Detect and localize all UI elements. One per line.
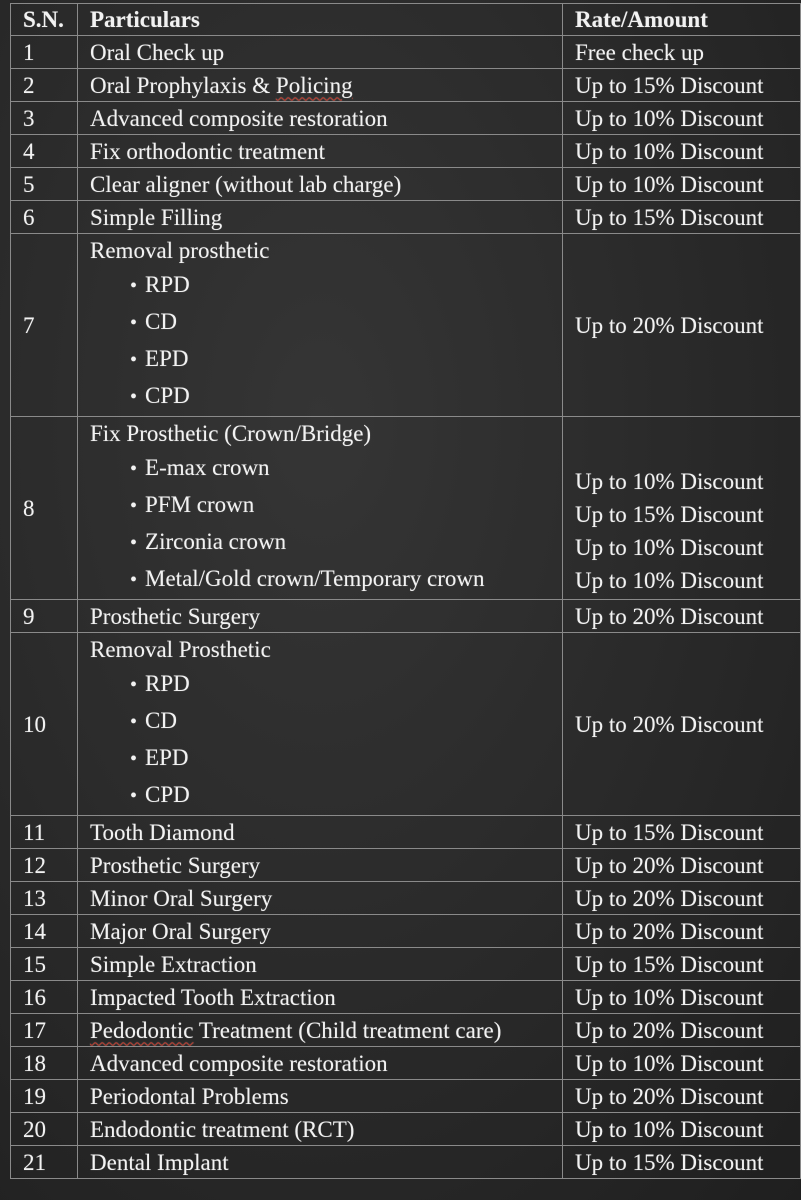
row-rate: Up to 20% Discount (563, 1014, 801, 1047)
table-row (11, 1014, 801, 1047)
row-particular: Simple Filling (78, 201, 563, 234)
list-item: • PFM crown (130, 487, 562, 524)
header-rate: Rate/Amount (563, 4, 801, 36)
row-sn: 15 (11, 948, 78, 981)
table-row (11, 849, 801, 882)
row-sn: 6 (11, 201, 78, 234)
row-particular: Endodontic treatment (RCT) (78, 1113, 563, 1146)
row-particular: Simple Extraction (78, 948, 563, 981)
row-sn: 9 (11, 600, 78, 633)
table-row (11, 135, 801, 168)
table-row (11, 36, 801, 69)
row-sn: 7 (11, 234, 78, 417)
row-sn: 8 (11, 417, 78, 600)
sub-item-list (90, 450, 562, 598)
row-particular: Prosthetic Surgery (78, 600, 563, 633)
row-particular: Major Oral Surgery (78, 915, 563, 948)
table-row (11, 102, 801, 135)
list-item: • EPD (130, 341, 562, 378)
row-particular-misspelled: Policing (275, 72, 353, 98)
rate-line: Up to 10% Discount (575, 568, 764, 593)
row-sn: 11 (11, 816, 78, 849)
table-row (11, 168, 801, 201)
table-row (11, 1146, 801, 1179)
row-particular: Impacted Tooth Extraction (78, 981, 563, 1014)
table-row (11, 948, 801, 981)
row-rate: Up to 20% Discount (563, 633, 801, 816)
row-sn: 20 (11, 1113, 78, 1146)
row-sn: 19 (11, 1080, 78, 1113)
table-row (11, 1113, 801, 1146)
list-item: • EPD (130, 740, 562, 777)
row-sn: 4 (11, 135, 78, 168)
row-sn: 21 (11, 1146, 78, 1179)
table-row (11, 915, 801, 948)
table-row (11, 600, 801, 633)
row-particular: Dental Implant (78, 1146, 563, 1179)
row-rate: Free check up (563, 36, 801, 69)
list-item: • RPD (130, 666, 562, 703)
row-particular (78, 234, 563, 417)
row-sn: 10 (11, 633, 78, 816)
list-item: • Zirconia crown (130, 524, 562, 561)
row-particular: Advanced composite restoration (78, 102, 563, 135)
table-row (11, 417, 801, 600)
row-sn: 13 (11, 882, 78, 915)
row-sn: 5 (11, 168, 78, 201)
rate-stack (575, 465, 800, 597)
row-sn: 17 (11, 1014, 78, 1047)
row-rate: Up to 10% Discount (563, 1047, 801, 1080)
row-particular-part: Oral Prophylaxis & (90, 72, 276, 98)
row-sn: 14 (11, 915, 78, 948)
row-rate: Up to 10% Discount (563, 1113, 801, 1146)
row-particular (78, 1014, 563, 1047)
list-item: • CD (130, 703, 562, 740)
row-particular: Prosthetic Surgery (78, 849, 563, 882)
row-rate: Up to 10% Discount (563, 168, 801, 201)
header-particulars: Particulars (78, 4, 563, 36)
table-row (11, 816, 801, 849)
row-particular-title: Fix Prosthetic (Crown/Bridge) (90, 421, 372, 446)
row-sn: 1 (11, 36, 78, 69)
header-sn: S.N. (11, 4, 78, 36)
row-rate: Up to 15% Discount (563, 948, 801, 981)
list-item: • Metal/Gold crown/Temporary crown (130, 561, 562, 598)
row-rate: Up to 20% Discount (563, 600, 801, 633)
table-row (11, 1047, 801, 1080)
row-rate: Up to 20% Discount (563, 915, 801, 948)
row-sn: 12 (11, 849, 78, 882)
row-particular: Clear aligner (without lab charge) (78, 168, 563, 201)
table-row (11, 234, 801, 417)
row-particular: Minor Oral Surgery (78, 882, 563, 915)
row-particular-part: Treatment (Child treatment care) (193, 1017, 502, 1043)
row-rate: Up to 20% Discount (563, 234, 801, 417)
row-particular: Periodontal Problems (78, 1080, 563, 1113)
row-rate (563, 417, 801, 600)
table-row (11, 201, 801, 234)
row-particular (78, 417, 563, 600)
rate-line: Up to 10% Discount (575, 469, 764, 494)
row-sn: 16 (11, 981, 78, 1014)
row-rate: Up to 15% Discount (563, 69, 801, 102)
list-item: • CD (130, 304, 562, 341)
row-rate: Up to 10% Discount (563, 102, 801, 135)
table-row (11, 69, 801, 102)
sub-item-list (90, 666, 562, 814)
row-particular: Tooth Diamond (78, 816, 563, 849)
treatment-price-table (10, 3, 801, 1179)
row-sn: 2 (11, 69, 78, 102)
list-item: • CPD (130, 777, 562, 814)
row-rate: Up to 10% Discount (563, 981, 801, 1014)
row-sn: 3 (11, 102, 78, 135)
row-rate: Up to 20% Discount (563, 849, 801, 882)
list-item: • E-max crown (130, 450, 562, 487)
list-item: • RPD (130, 267, 562, 304)
row-rate: Up to 20% Discount (563, 882, 801, 915)
row-particular (78, 69, 563, 102)
row-particular: Advanced composite restoration (78, 1047, 563, 1080)
row-particular-title: Removal prosthetic (90, 238, 270, 263)
sub-item-list (90, 267, 562, 415)
table-row (11, 981, 801, 1014)
row-particular: Oral Check up (78, 36, 563, 69)
row-rate: Up to 15% Discount (563, 1146, 801, 1179)
row-particular-title: Removal Prosthetic (90, 637, 271, 662)
row-rate: Up to 15% Discount (563, 201, 801, 234)
table-row (11, 882, 801, 915)
table-row (11, 633, 801, 816)
row-rate: Up to 10% Discount (563, 135, 801, 168)
table-row (11, 1080, 801, 1113)
row-rate: Up to 20% Discount (563, 1080, 801, 1113)
row-particular-misspelled: Pedodontic (90, 1017, 194, 1043)
row-rate: Up to 15% Discount (563, 816, 801, 849)
row-particular (78, 633, 563, 816)
row-sn: 18 (11, 1047, 78, 1080)
list-item: • CPD (130, 378, 562, 415)
table-header-row (11, 4, 801, 36)
row-particular: Fix orthodontic treatment (78, 135, 563, 168)
rate-line: Up to 10% Discount (575, 535, 764, 560)
rate-line: Up to 15% Discount (575, 502, 764, 527)
